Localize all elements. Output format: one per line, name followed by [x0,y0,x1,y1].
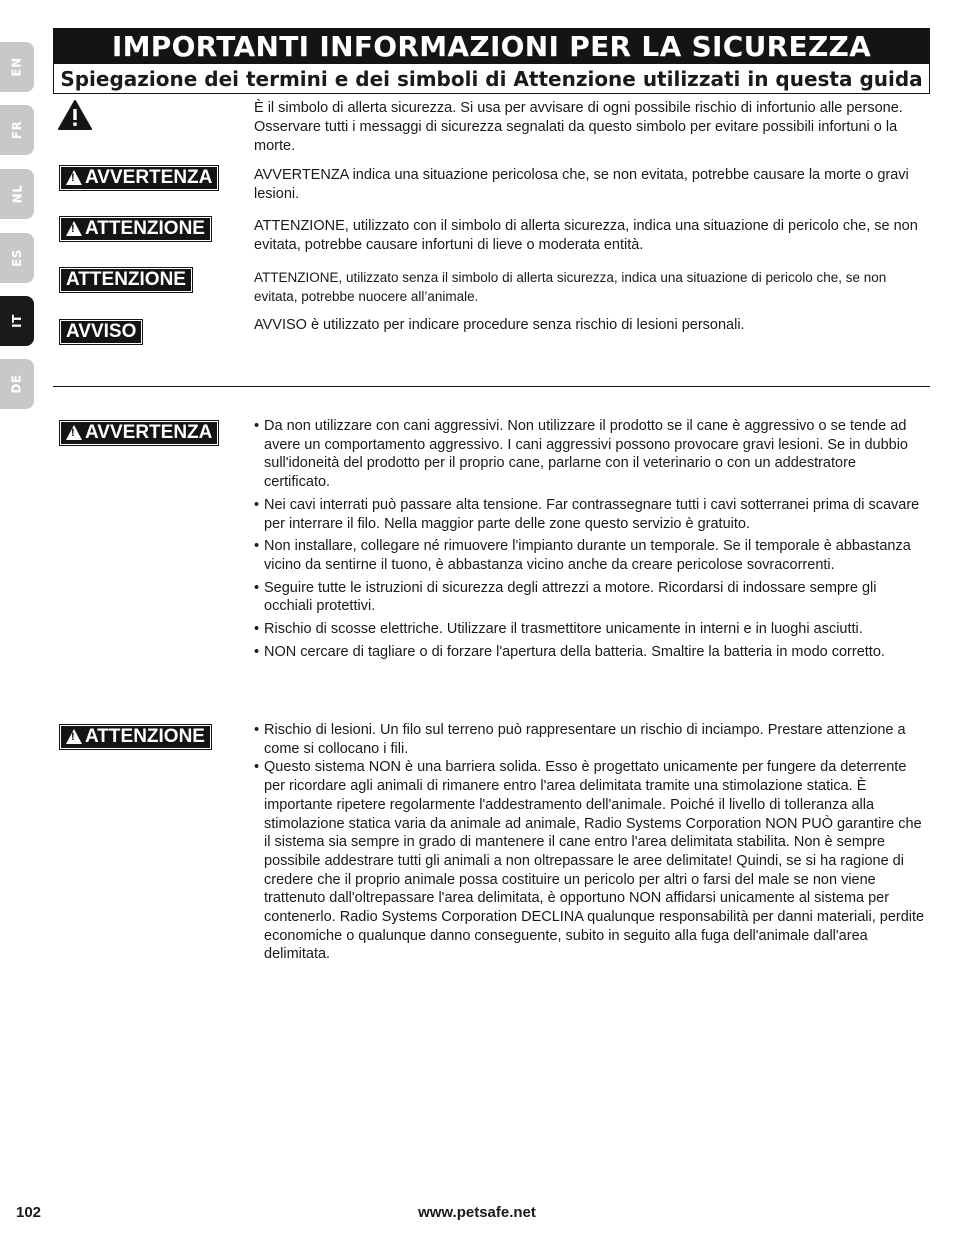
lang-tab-label: ES [10,249,24,267]
badge-label: AVVERTENZA [85,167,213,188]
notice-badge [59,319,143,345]
lang-tab-en[interactable] [0,42,34,92]
lang-tab-label: FR [10,120,24,140]
page-subtitle: Spiegazione dei termini e dei simboli di Attenzione utilizzati in questa guida [60,66,923,91]
definition-text: AVVERTENZA indica una situazione pericolosa che, se non evitata, potrebbe causare la morte o gravi lesioni. [254,167,909,202]
badge-label: AVVISO [66,321,137,342]
list-item: • Questo sistema NON è una barriera solida. Esso è progettato unicamente per fungere da deterrente per ricordare agli animali di rimanere entro l'area delimitata tramite una stimolazione statica. È importante ripetere regolarmente l'addestramento dell'animale. Poiché il livello di tolleranza alla stimolazione statica varia da animale ad animale, Radio Systems Corporation NON PUÒ garantire che il sistema sia sempre in grado di mantenere il cane entro l'area delimitata stabilita. Non è sempre possibile addestrare tutti gli animali a non oltrepassare le aree delimitate! Quindi, se si ha ragione di credere che il proprio animale possa costituire un pericolo per altri o farsi del male se non viene trattenuto dall'oltrepassare l'area delimitata, è opportuno NON affidarsi unicamente al sistema per contenerlo. Radio Systems Corporation DECLINA qualunque responsabilità per danni materiali, perdite economiche o qualunque danno conseguente, subito in seguito alla fuga dell'animale dall'area delimitata. [254,758,926,964]
title-bar [53,28,930,64]
section-divider [53,386,930,387]
safety-alert-icon [66,170,82,185]
badge-label: ATTENZIONE [85,726,205,747]
caution-badge [59,724,212,750]
list-item: • NON cercare di tagliare o di forzare l'apertura della batteria. Smaltire la batteria in modo corretto. [254,643,926,662]
list-item: • Seguire tutte le istruzioni di sicurezza degli attrezzi a motore. Ricordarsi di indossare sempre gli occhiali protettivi. [254,579,926,616]
safety-alert-icon [66,729,82,744]
list-item: • Rischio di lesioni. Un filo sul terreno può rappresentare un rischio di inciampo. Prestare attenzione a come si collocano i fili. [254,721,926,758]
page-number: 102 [16,1204,42,1221]
caution-badge [59,216,212,242]
badge-label: AVVERTENZA [85,422,213,443]
lang-tab-de[interactable] [0,359,34,409]
safety-alert-icon [66,425,82,440]
lang-tab-label: IT [10,314,24,328]
lang-tab-it[interactable] [0,296,34,346]
warning-badge [59,165,219,191]
lang-tab-label: NL [9,184,24,204]
safety-alert-icon [66,221,82,236]
footer-url[interactable]: www.petsafe.net [418,1204,536,1221]
definition-text: ATTENZIONE, utilizzato senza il simbolo di allerta sicurezza, indica una situazione di pericolo che, se non evitata, potrebbe nuocere all’animale. [254,270,887,304]
definition-text: ATTENZIONE, utilizzato con il simbolo di allerta sicurezza, indica una situazione di pericolo che, se non evitata, potrebbe causare infortuni di lieve o moderata entità. [254,218,918,253]
definition-text: È il simbolo di allerta sicurezza. Si usa per avvisare di ogni possibile rischio di infortunio alle persone. Osservare tutti i messaggi di sicurezza segnalati da questo simbolo per evitare possibili infortuni o la morte. [254,100,903,154]
list-item: • Rischio di scosse elettriche. Utilizzare il trasmettitore unicamente in interni e in luoghi asciutti. [254,620,926,639]
subtitle-bar [53,64,930,94]
page-title: IMPORTANTI INFORMAZIONI PER LA SICUREZZA [111,29,872,63]
lang-tab-nl[interactable] [0,169,34,219]
badge-label: ATTENZIONE [66,269,186,290]
badge-label: ATTENZIONE [85,218,205,239]
list-item: • Da non utilizzare con cani aggressivi. Non utilizzare il prodotto se il cane è aggressivo o se tende ad avere un comportamento aggressivo. I cani aggressivi possono provocare gravi lesioni. Se in dubbio sull'idoneità del prodotto per il proprio cane, parlarne con il veterinario o con un addestratore certificato. [254,417,926,492]
warning-badge [59,420,219,446]
list-item: • Non installare, collegare né rimuovere l'impianto durante un temporale. Se il temporale è abbastanza vicino da sentirne il tuono, è abbastanza vicino anche da creare pericolose sovracorrenti. [254,537,926,574]
warning-list [254,417,926,665]
lang-tab-es[interactable] [0,233,34,283]
lang-tab-label: EN [10,57,24,77]
lang-tab-fr[interactable] [0,105,34,155]
lang-tab-label: DE [9,374,24,394]
definition-text: AVVISO è utilizzato per indicare procedure senza rischio di lesioni personali. [254,317,745,333]
caution-badge-no-symbol [59,267,193,293]
caution-list [254,721,926,964]
list-item: • Nei cavi interrati può passare alta tensione. Far contrassegnare tutti i cavi sotterranei prima di scavare per interrare il filo. Nella maggior parte delle zone questo servizio è gratuito. [254,496,926,533]
safety-alert-icon [58,100,92,130]
